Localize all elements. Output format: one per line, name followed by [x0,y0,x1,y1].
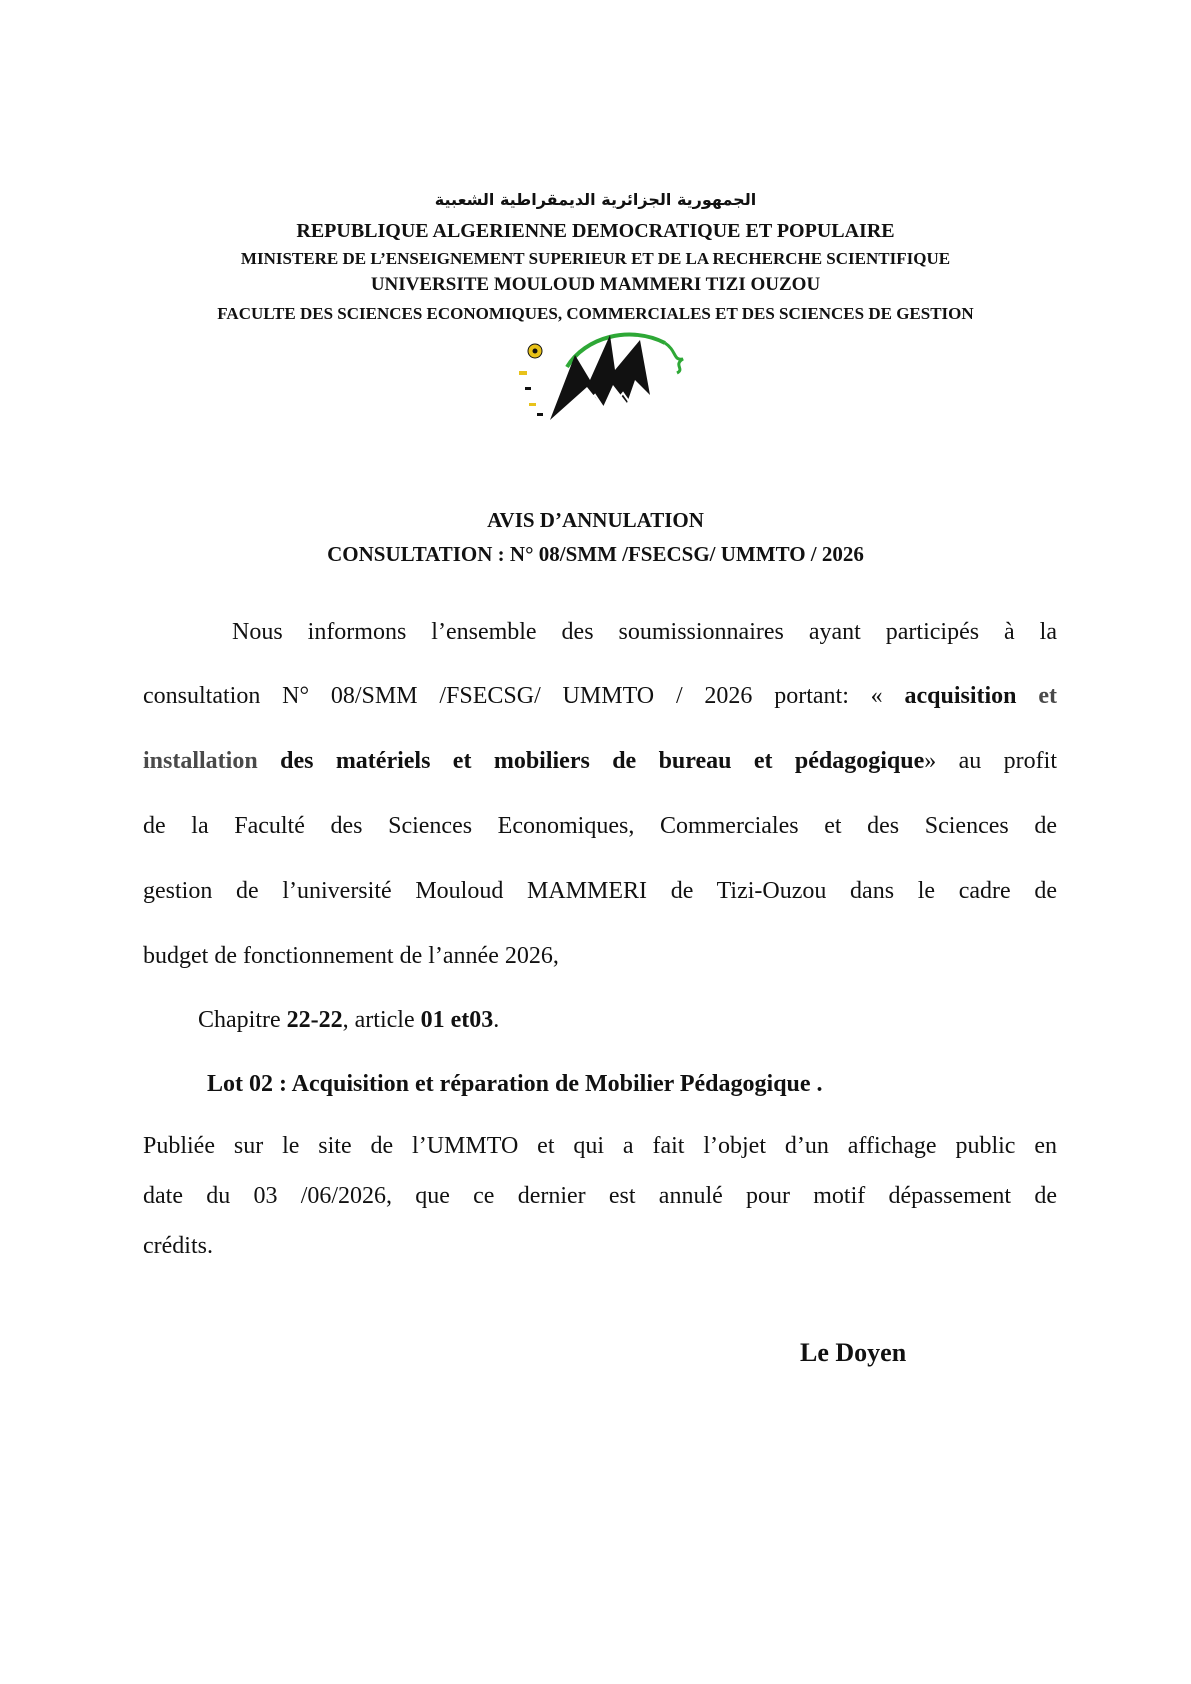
signature-title: Le Doyen [800,1338,907,1367]
chapitre-period: . [493,1007,500,1033]
body-line-3-bold: des matériels et mobiliers de bureau et pédagogique [280,748,925,774]
body-line-6: budget de fonctionnement de l’année 2026, [143,943,559,969]
body-line-2-bold: acquisition [904,683,1017,709]
header-universite: UNIVERSITE MOULOUD MAMMERI TIZI OUZOU [370,274,821,295]
body-line-3-text: » au profit [924,748,1057,774]
body-line-1: Nous informons l’ensemble des soumissionnaires ayant participés à la [232,619,1057,645]
chapitre-line [198,1008,499,1032]
body-line-4: de la Faculté des Sciences Economiques, Commerciales et des Sciences de [143,813,1057,839]
logo-green-swirl [665,343,683,373]
logo-black-shape [550,335,650,420]
body-line-5: gestion de l’université Mouloud MAMMERI de Tizi-Ouzou dans le cadre de [143,878,1057,904]
body-line-2-text: consultation N° 08/SMM /FSECSG/ UMMTO / 2026 portant: « [143,683,883,709]
paragraph-line-3: crédits. [143,1233,213,1259]
body-line-3-grey: installation [143,748,258,774]
body-line-3 [143,749,1057,773]
body-line-2 [143,684,1057,708]
chapitre-number: 22-22 [286,1007,343,1033]
lot-line: Lot 02 : Acquisition et réparation de Mobilier Pédagogique . [207,1071,823,1097]
header-faculte: FACULTE DES SCIENCES ECONOMIQUES, COMMERCIALES ET DES SCIENCES DE GESTION [217,304,974,323]
article-number: 01 et03 [420,1007,494,1033]
chapitre-label: Chapitre [198,1007,281,1033]
logo-green-arc [567,335,665,367]
header-arabic: الجمهورية الجزائرية الديمقراطية الشعبية [434,190,757,209]
header-ministere: MINISTERE DE L’ENSEIGNEMENT SUPERIEUR ET DE LA RECHERCHE SCIENTIFIQUE [240,249,951,268]
header-republique: REPUBLIQUE ALGERIENNE DEMOCRATIQUE ET POPULAIRE [296,220,895,242]
paragraph-line-1: Publiée sur le site de l’UMMTO et qui a fait l’objet d’un affichage public en [143,1133,1057,1159]
consultation-reference: CONSULTATION : N° 08/SMM /FSECSG/ UMMTO / 2026 [327,542,864,566]
body-line-2-grey: et [1038,683,1057,709]
article-label: , article [342,1007,415,1033]
paragraph-line-2: date du 03 /06/2026, que ce dernier est annulé pour motif dépassement de [143,1183,1057,1209]
notice-title: AVIS D’ANNULATION [487,508,704,532]
university-logo-icon [515,325,705,425]
